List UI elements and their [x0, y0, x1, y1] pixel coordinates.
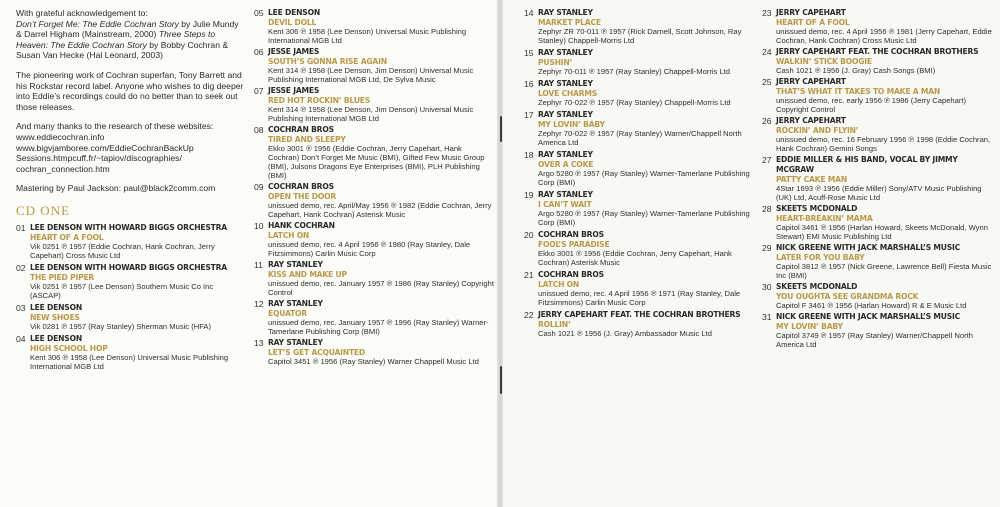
track-number: 07 — [254, 86, 264, 96]
track-credit: unissued demo, rec. early 1956 ℗ 1986 (Jerry Capehart) Copyright Control — [776, 96, 967, 114]
track-credit: Zephyr 70-011 ℗ 1957 (Ray Stanley) Chappell-Morris Ltd — [538, 67, 731, 76]
track-entry — [254, 8, 494, 45]
track-entry — [524, 48, 756, 76]
pioneer-paragraph: The pioneering work of Cochran superfan, Tony Barrett and his Rockstar record label. Anyone who wishes to dig deeper into Eddie’s recordings could do no better than to seek out those releases. — [16, 69, 244, 112]
track-entry — [762, 243, 996, 280]
track-artist: NICK GREENE WITH JACK MARSHALL’S MUSIC — [776, 243, 961, 252]
track-number: 08 — [254, 125, 264, 135]
track-artist: JERRY CAPEHART FEAT. THE COCHRAN BROTHERS — [538, 310, 741, 319]
track-number: 15 — [524, 48, 534, 58]
staple-mark — [500, 366, 502, 394]
track-artist: RAY STANLEY — [538, 8, 593, 17]
track-artist: RAY STANLEY — [268, 299, 323, 308]
track-entry — [16, 263, 246, 300]
track-title: SOUTH’S GONNA RISE AGAIN — [268, 57, 387, 66]
track-number: 04 — [16, 333, 26, 344]
track-title: WALKIN’ STICK BOOGIE — [776, 57, 872, 66]
track-artist: LEE DENSON WITH HOWARD BIGGS ORCHESTRA — [30, 222, 227, 232]
track-artist: COCHRAN BROS — [268, 125, 334, 134]
track-title: HEART-BREAKIN’ MAMA — [776, 214, 873, 223]
tracklist-group — [16, 223, 246, 371]
track-entry — [254, 86, 494, 123]
track-title: ROCKIN’ AND FLYIN’ — [776, 126, 859, 135]
track-credit: Kent 306 ℗ 1958 (Lee Denson) Universal Music Publishing International MGB Ltd — [268, 27, 467, 45]
track-artist: LEE DENSON WITH HOWARD BIGGS ORCHESTRA — [30, 262, 227, 272]
book2-rest: by Bobby Cochran & Susan Van Hecke (Hal Leonard, 2003) — [16, 39, 229, 61]
track-title: MY LOVIN’ BABY — [776, 322, 843, 331]
track-credit: Capitol 3451 ℗ 1956 (Ray Stanley) Warner Chappell Music Ltd — [268, 357, 479, 366]
track-number: 10 — [254, 221, 264, 231]
track-entry — [762, 8, 996, 45]
track-entry — [762, 155, 996, 202]
track-credit: Cash 1021 ℗ 1956 (J. Gray) Ambassador Music Ltd — [538, 329, 713, 338]
track-title: KISS AND MAKE UP — [268, 270, 347, 279]
track-title: MARKET PLACE — [538, 18, 601, 27]
track-credit: Zephyr 70-022 ℗ 1957 (Ray Stanley) Chappell-Morris Ltd — [538, 98, 731, 107]
track-title: LATCH ON — [538, 280, 580, 289]
track-title: YOU OUGHTA SEE GRANDMA ROCK — [776, 292, 919, 301]
ack-lead: With grateful acknowledgement to: — [16, 8, 148, 18]
track-entry — [254, 338, 494, 366]
track-entry — [524, 8, 756, 45]
track-title: DEVIL DOLL — [268, 18, 317, 27]
track-entry — [762, 312, 996, 349]
track-number: 19 — [524, 190, 534, 200]
intro-column — [16, 8, 246, 374]
track-credit: Capitol F 3461 ℗ 1956 (Harlan Howard) R & E Music Ltd — [776, 301, 967, 310]
track-entry — [254, 260, 494, 297]
tracklist-column — [524, 8, 756, 341]
track-title: LOVE CHARMS — [538, 89, 598, 98]
track-title: HIGH SCHOOL HOP — [30, 343, 108, 353]
track-artist: JESSE JAMES — [268, 86, 320, 95]
track-title: MY LOVIN’ BABY — [538, 120, 605, 129]
track-artist: COCHRAN BROS — [268, 182, 334, 191]
track-title: PUSHIN’ — [538, 58, 573, 67]
track-title: NEW SHOES — [30, 312, 80, 322]
track-entry — [762, 204, 996, 241]
tracklist-group — [762, 8, 996, 349]
track-number: 28 — [762, 204, 772, 214]
track-credit: Capitol 3812 ℗ 1957 (Nick Greene, Lawrence Bell) Fiesta Music Inc (BMI) — [776, 262, 992, 280]
track-number: 03 — [16, 302, 26, 313]
track-number: 30 — [762, 282, 772, 292]
track-title: ROLLIN’ — [538, 320, 571, 329]
track-artist: JERRY CAPEHART — [776, 8, 846, 17]
track-title: HEART OF A FOOL — [776, 18, 850, 27]
track-number: 25 — [762, 77, 772, 87]
track-credit: 4Star 1693 ℗ 1956 (Eddie Miller) Sony/ATV Music Publishing (UK) Ltd, Acuff-Rose Music Ltd — [776, 184, 982, 202]
staple-mark — [500, 116, 502, 142]
track-number: 12 — [254, 299, 264, 309]
track-number: 01 — [16, 222, 26, 233]
track-credit: Vik 0251 ℗ 1957 (Lee Denson) Southern Music Co Inc (ASCAP) — [30, 281, 214, 300]
page-gutter — [497, 0, 503, 507]
track-number: 20 — [524, 230, 534, 240]
track-number: 11 — [254, 260, 263, 270]
track-artist: HANK COCHRAN — [268, 221, 335, 230]
track-entry — [524, 150, 756, 187]
book2-title: Three Steps to Heaven: The Eddie Cochran Story — [16, 29, 216, 50]
track-title: PATTY CAKE MAN — [776, 175, 847, 184]
track-title: LET’S GET ACQUAINTED — [268, 348, 366, 357]
track-number: 22 — [524, 310, 534, 320]
track-credit: Vik 0281 ℗ 1957 (Ray Stanley) Sherman Music (HFA) — [30, 321, 212, 331]
track-credit: unissued demo, rec. 4 April 1956 ℗ 1980 (Ray Stanley, Dale Fitzsimmons) Carlin Music Corp — [268, 240, 471, 258]
track-entry — [524, 79, 756, 107]
track-artist: EDDIE MILLER & HIS BAND, VOCAL BY JIMMY MCGRAW — [776, 155, 958, 174]
track-entry — [762, 47, 996, 75]
track-number: 29 — [762, 243, 772, 253]
track-artist: JERRY CAPEHART — [776, 77, 846, 86]
track-title: LATER FOR YOU BABY — [776, 253, 865, 262]
track-credit: unissued demo, rec. 16 February 1956 ℗ 1998 (Eddie Cochran, Hank Cochran) Gemini Songs — [776, 135, 991, 153]
track-credit: Argo 5280 ℗ 1957 (Ray Stanley) Warner-Tamerlane Publishing Corp (BMI) — [538, 209, 750, 227]
track-artist: SKEETS MCDONALD — [776, 204, 858, 213]
track-credit: Kent 314 ℗ 1958 (Lee Denson, Jim Denson) Universal Music Publishing International MGB Ltd — [268, 105, 474, 123]
track-artist: RAY STANLEY — [538, 150, 593, 159]
track-artist: NICK GREENE WITH JACK MARSHALL’S MUSIC — [776, 312, 961, 321]
cd-heading: CD ONE — [16, 202, 71, 218]
track-title: THAT’S WHAT IT TAKES TO MAKE A MAN — [776, 87, 941, 96]
track-title: THE PIED PIPER — [30, 272, 95, 282]
track-credit: Kent 306 ℗ 1958 (Lee Denson) Universal Music Publishing International MGB Ltd — [30, 352, 229, 371]
track-credit: Vik 0251 ℗ 1957 (Eddie Cochran, Hank Cochran, Jerry Capehart) Cross Music Ltd — [30, 241, 215, 260]
track-entry — [762, 77, 996, 114]
track-number: 24 — [762, 47, 772, 57]
track-title: FOOL’S PARADISE — [538, 240, 610, 249]
track-entry — [16, 223, 246, 260]
track-title: RED HOT ROCKIN’ BLUES — [268, 96, 371, 105]
track-number: 21 — [524, 270, 534, 280]
track-title: EQUATOR — [268, 309, 307, 318]
track-artist: RAY STANLEY — [538, 110, 593, 119]
track-title: I CAN’T WAIT — [538, 200, 592, 209]
track-entry — [524, 310, 756, 338]
track-credit: Kent 314 ℗ 1958 (Lee Denson, Jim Denson) Universal Music Publishing International MGB Ltd, De Sylva Music — [268, 66, 474, 84]
track-title: LATCH ON — [268, 231, 310, 240]
track-credit: unissued demo, rec. January 1957 ℗ 1986 (Ray Stanley) Copyright Control — [268, 279, 494, 297]
track-credit: Zephyr ZR 70-011 ℗ 1957 (Rick Darnell, Scott Johnson, Ray Stanley) Chappell-Morris Ltd — [538, 27, 742, 45]
track-number: 26 — [762, 116, 772, 126]
track-number: 17 — [524, 110, 534, 120]
track-entry — [254, 47, 494, 84]
track-artist: RAY STANLEY — [268, 260, 323, 269]
tracklist-column — [762, 8, 996, 351]
website-link[interactable]: www.bigvjamboree.com/EddieCochranBackUp — [16, 142, 194, 153]
track-entry — [762, 116, 996, 153]
track-credit: Cash 1021 ℗ 1956 (J. Gray) Cash Songs (BMI) — [776, 66, 936, 75]
track-entry — [254, 125, 494, 180]
track-artist: LEE DENSON — [30, 302, 82, 312]
track-entry — [524, 110, 756, 147]
track-artist: JESSE JAMES — [268, 47, 320, 56]
track-number: 02 — [16, 262, 26, 273]
website-link[interactable]: Sessions.htmpcuff.fr/~tapiov/discographies/ — [16, 153, 182, 164]
track-artist: RAY STANLEY — [268, 338, 323, 347]
track-credit: unissued demo, rec. January 1957 ℗ 1996 (Ray Stanley) Warner-Tamerlane Publishing Corp (BMI) — [268, 318, 489, 336]
track-credit: Argo 5280 ℗ 1957 (Ray Stanley) Warner-Tamerlane Publishing Corp (BMI) — [538, 169, 750, 187]
track-title: OPEN THE DOOR — [268, 192, 337, 201]
track-entry — [254, 299, 494, 336]
track-artist: JERRY CAPEHART — [776, 116, 846, 125]
track-credit: unissued demo, rec. April/May 1956 ℗ 1982 (Eddie Cochran, Jerry Capehart, Hank Cochran) Asterisk Music — [268, 201, 492, 219]
track-entry — [524, 270, 756, 307]
book1-title: Don’t Forget Me: The Eddie Cochran Story — [16, 18, 179, 29]
tracklist-group — [524, 8, 756, 338]
track-entry — [16, 334, 246, 371]
track-artist: COCHRAN BROS — [538, 230, 604, 239]
track-entry — [524, 230, 756, 267]
track-number: 14 — [524, 8, 534, 18]
track-artist: JERRY CAPEHART FEAT. THE COCHRAN BROTHERS — [776, 47, 979, 56]
websites-block — [16, 121, 246, 174]
track-artist: RAY STANLEY — [538, 190, 593, 199]
track-entry — [524, 190, 756, 227]
track-title: HEART OF A FOOL — [30, 232, 104, 242]
track-credit: unissued demo, rec. 4 April 1956 ℗ 1971 (Ray Stanley, Dale Fitzsimmons) Carlin Music Corp — [538, 289, 741, 307]
track-entry — [254, 221, 494, 258]
track-number: 23 — [762, 8, 772, 18]
track-number: 09 — [254, 182, 264, 192]
book1-rest: by Julie Mundy & Darrel Higham (Mainstream, 2000) — [16, 18, 239, 40]
track-credit: Capitol 3461 ℗ 1956 (Harlan Howard, Skeets McDonald, Wynn Stewart) EMI Music Publishing Ltd — [776, 223, 988, 241]
tracklist-group — [254, 8, 494, 366]
track-number: 06 — [254, 47, 264, 57]
track-number: 31 — [762, 312, 772, 322]
track-number: 27 — [762, 155, 772, 165]
track-title: OVER A COKE — [538, 160, 594, 169]
track-number: 18 — [524, 150, 534, 160]
track-artist: RAY STANLEY — [538, 48, 593, 57]
track-number: 05 — [254, 8, 264, 18]
track-artist: RAY STANLEY — [538, 79, 593, 88]
tracklist-column — [254, 8, 494, 368]
track-credit: unissued demo, rec. 4 April 1956 ℗ 1981 (Jerry Capehart, Eddie Cochran, Hank Cochran) Cross Music Ltd — [776, 27, 992, 45]
track-entry — [16, 303, 246, 331]
track-credit: Capitol 3749 ℗ 1957 (Ray Stanley) Warner/Chappell North America Ltd — [776, 331, 973, 349]
track-artist: LEE DENSON — [268, 8, 320, 17]
mastering-credit: Mastering by Paul Jackson: paul@black2comm.com — [16, 183, 216, 194]
track-credit: Ekko 3001 ℗ 1956 (Eddie Cochran, Jerry Capehart, Hank Cochran) Don’t Forget Me Music (BMI), Gifted Few Music Group (BMI), Julsons Dragons Eye Enterprises (BMI), PLH Publishing (BMI) — [268, 144, 485, 180]
track-credit: Ekko 3001 ℗ 1956 (Eddie Cochran, Jerry Capehart, Hank Cochran) Asterisk Music — [538, 249, 732, 267]
websites-heading: And many thanks to the research of these websites: — [16, 121, 214, 132]
track-artist: LEE DENSON — [30, 333, 82, 343]
track-number: 13 — [254, 338, 264, 348]
website-link[interactable]: cochran_connection.htm — [16, 163, 110, 174]
website-link[interactable]: www.eddiecochran.info — [16, 131, 105, 142]
track-artist: COCHRAN BROS — [538, 270, 604, 279]
track-title: TIRED AND SLEEPY — [268, 135, 346, 144]
acknowledgement-paragraph — [16, 8, 246, 61]
track-artist: SKEETS MCDONALD — [776, 282, 858, 291]
track-entry — [254, 182, 494, 219]
track-entry — [762, 282, 996, 310]
track-credit: Zephyr 70-022 ℗ 1957 (Ray Stanley) Warner/Chappell North America Ltd — [538, 129, 742, 147]
track-number: 16 — [524, 79, 534, 89]
